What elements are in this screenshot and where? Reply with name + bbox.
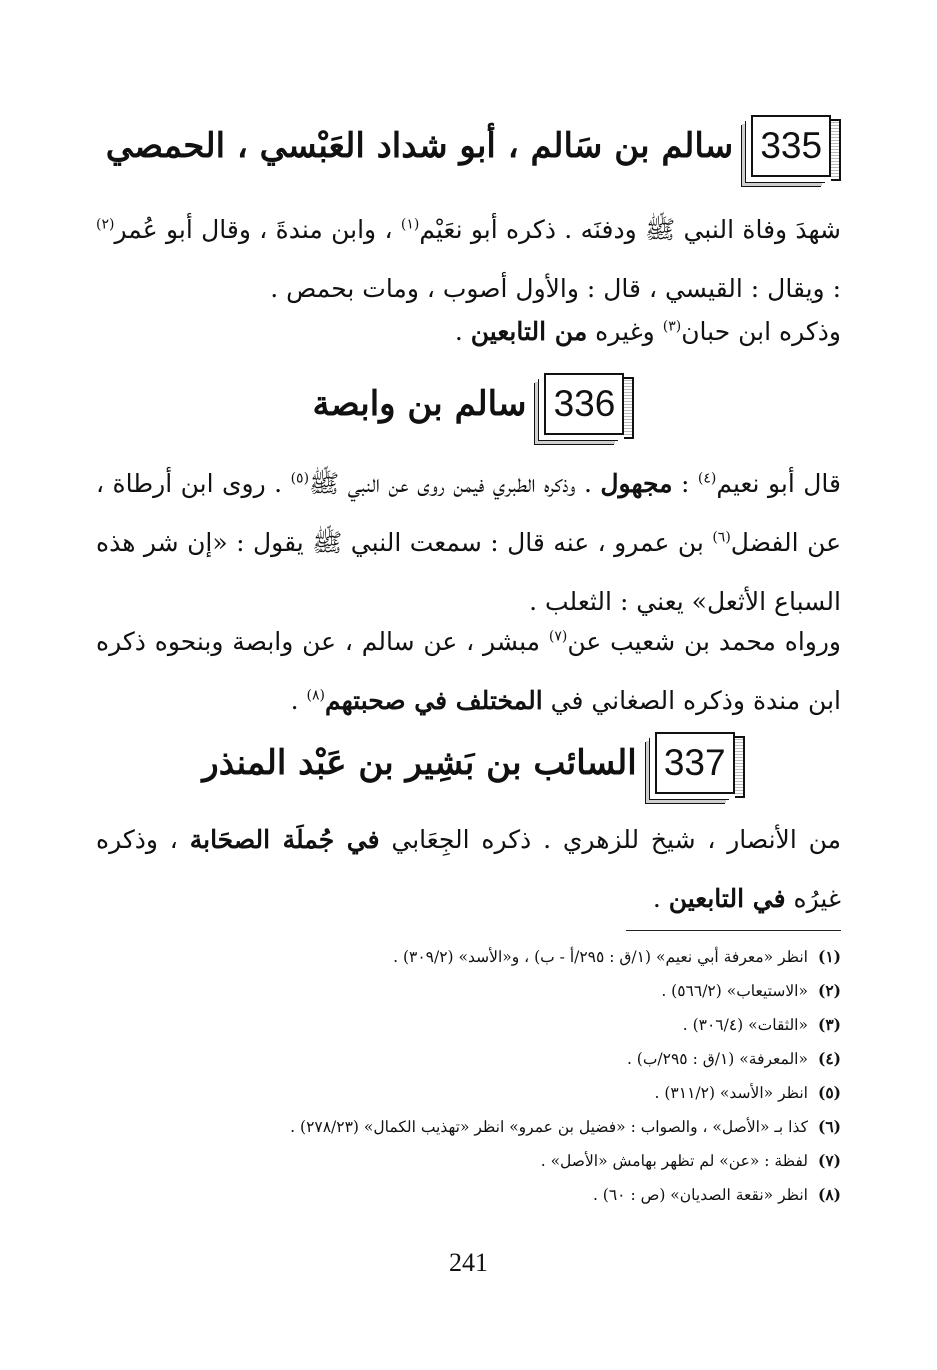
footnote-text: انظر «نقعة الصديان» (ص : ٦٠) . bbox=[592, 1186, 808, 1204]
footnote-number: (٧) bbox=[817, 1151, 841, 1170]
entry-number-box: 336 bbox=[544, 373, 624, 435]
footnote-number: (٦) bbox=[817, 1117, 841, 1136]
footnote-number: (٣) bbox=[817, 1015, 841, 1034]
text-run: . وذكره الطبري فيمن روى عن النبي ﷺ bbox=[309, 469, 592, 498]
text-run: وذكره ابن حبان bbox=[681, 317, 841, 346]
footnote-ref: (٤) bbox=[697, 470, 717, 487]
entry-heading-335 bbox=[96, 106, 841, 186]
footnote bbox=[96, 940, 841, 974]
bold-text: من التابعين bbox=[470, 317, 588, 346]
text-run: شهدَ وفاة النبي ﷺ ودفنَه . ذكره أبو نعَيْم bbox=[419, 215, 842, 244]
footnote-text: «الاستيعاب» (٥٦٦/٢) . bbox=[661, 982, 808, 1000]
footnote-text: «المعرفة» (١/ق : ٢٩٥/ب) . bbox=[626, 1050, 808, 1068]
text-run: . bbox=[652, 884, 661, 913]
text-run: وغيره bbox=[595, 317, 655, 346]
footnote-number: (١) bbox=[817, 947, 841, 966]
text-run: . bbox=[454, 317, 463, 346]
footnote bbox=[96, 1178, 841, 1212]
footnote-text: لفظة : «عن» لم تظهر بهامش «الأصل» . bbox=[540, 1152, 808, 1170]
entry-paragraph bbox=[96, 302, 841, 361]
bold-text: في التابعين bbox=[668, 884, 786, 913]
footnote-separator bbox=[626, 930, 841, 931]
footnote-number: (٥) bbox=[817, 1083, 841, 1102]
text-run: ، وذكره غيرُه bbox=[96, 825, 841, 913]
footnote-text: انظر «معرفة أبي نعيم» (١/ق : ٢٩٥/أ - ب) ، و«الأسد» (٣٠٩/٢) . bbox=[393, 948, 808, 966]
entry-heading-337 bbox=[96, 723, 841, 803]
text-run: مبشر ، عن سالم ، عن وابصة وبنحوه ذكره ابن مندة وذكره الصغاني في bbox=[96, 627, 841, 715]
footnote-ref: (٥) bbox=[290, 470, 310, 487]
text-run: قال أبو نعيم bbox=[716, 469, 841, 498]
text-run: . روى ابن أرطاة ، عن الفضل bbox=[96, 469, 842, 557]
footnote bbox=[96, 1008, 841, 1042]
entry-number-box: 337 bbox=[655, 732, 735, 794]
footnote-ref: (١) bbox=[400, 216, 420, 233]
entry-title: سالم بن وابصة bbox=[312, 384, 527, 424]
footnotes bbox=[96, 940, 841, 1212]
text-run: : bbox=[680, 469, 690, 498]
text-run: ، وابن مندةَ ، وقال أبو عُمر bbox=[114, 215, 393, 244]
bold-text: في جُملَة الصحَابة bbox=[189, 825, 380, 854]
footnote-text: انظر «الأسد» (٣١١/٢) . bbox=[654, 1084, 808, 1102]
footnote-ref: (٧) bbox=[548, 628, 568, 645]
footnote bbox=[96, 1076, 841, 1110]
text-run: من الأنصار ، شيخ للزهري . ذكره الجِعَابي bbox=[391, 825, 841, 854]
bold-text: المختلف في صحبتهم bbox=[324, 686, 543, 715]
footnote-number: (٤) bbox=[817, 1049, 841, 1068]
text-run: . bbox=[290, 686, 299, 715]
footnote-number: (٨) bbox=[817, 1185, 841, 1204]
footnote-ref: (٣) bbox=[662, 318, 682, 335]
footnote-ref: (٢) bbox=[96, 216, 115, 233]
footnote-ref: (٦) bbox=[712, 529, 731, 546]
page-number: 241 bbox=[449, 1248, 488, 1277]
entry-paragraph bbox=[96, 810, 841, 928]
entry-title: السائب بن بَشِير بن عَبْد المنذر bbox=[202, 743, 637, 783]
bold-text: مجهول bbox=[600, 469, 673, 498]
footnote-text: «الثقات» (٣٠٦/٤) . bbox=[682, 1016, 808, 1034]
footnote bbox=[96, 974, 841, 1008]
entry-paragraph bbox=[96, 454, 841, 631]
entry-paragraph bbox=[96, 200, 841, 318]
text-run: : ويقال : القيسي ، قال : والأول أصوب ، ومات بحمص . bbox=[270, 274, 841, 303]
entry-paragraph bbox=[96, 612, 841, 730]
footnote bbox=[96, 1110, 841, 1144]
entry-title: سالم بن سَالم ، أبو شداد العَبْسي ، الحمصي bbox=[105, 126, 734, 166]
footnote-text: كذا بـ «الأصل» ، والصواب : «فضيل بن عمرو» انظر «تهذيب الكمال» (٢٧٨/٢٣) . bbox=[290, 1118, 808, 1136]
entry-heading-336 bbox=[96, 364, 841, 444]
text-run: ورواه محمد بن شعيب عن bbox=[567, 627, 841, 656]
footnote-number: (٢) bbox=[817, 981, 841, 1000]
footnote bbox=[96, 1144, 841, 1178]
entry-number-box: 335 bbox=[751, 115, 831, 177]
footnote-ref: (٨) bbox=[306, 687, 325, 704]
text-run: بن عمرو ، عنه قال : سمعت النبي ﷺ يقول : «إن شر هذه السباع الأثعل» يعني : الثعلب . bbox=[96, 528, 841, 616]
footnote bbox=[96, 1042, 841, 1076]
